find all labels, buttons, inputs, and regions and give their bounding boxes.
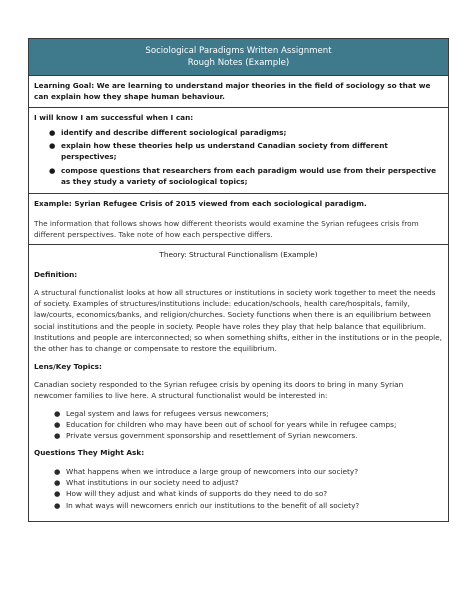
list-item — [54, 477, 443, 488]
learning-goal-box — [29, 76, 448, 108]
question-text: How will they adjust and what kinds of supports do they need to do so? — [66, 489, 328, 499]
theory-box — [29, 245, 448, 521]
example-box — [29, 194, 448, 245]
list-item — [49, 165, 443, 188]
list-item — [49, 140, 443, 163]
success-criteria-box — [29, 108, 448, 195]
list-item — [54, 419, 443, 430]
success-item-text: explain how these theories help us understand Canadian society from different perspectives; — [61, 141, 388, 162]
bullet-icon: ● — [54, 466, 61, 476]
bullet-icon: ● — [54, 419, 61, 429]
example-heading: Example: Syrian Refugee Crisis of 2015 viewed from each sociological paradigm. — [34, 199, 367, 209]
document-header — [29, 39, 448, 76]
success-item-text: identify and describe different sociological paradigms; — [61, 127, 287, 137]
bullet-icon: ● — [54, 408, 61, 418]
header-subtitle: Rough Notes (Example) — [187, 58, 290, 68]
question-text: What institutions in our society need to adjust? — [66, 478, 239, 488]
bullet-icon: ● — [49, 165, 56, 175]
lens-item-text: Legal system and laws for refugees versus newcomers; — [66, 408, 269, 418]
header-title: Sociological Paradigms Written Assignment — [145, 46, 332, 56]
list-item — [49, 127, 443, 138]
bullet-icon: ● — [54, 478, 61, 488]
list-item — [54, 500, 443, 511]
assignment-document — [28, 38, 449, 522]
questions-list — [34, 466, 443, 511]
success-intro: I will know I am successful when I can: — [34, 112, 194, 122]
questions-heading: Questions They Might Ask: — [34, 448, 145, 458]
bullet-icon: ● — [54, 431, 61, 441]
list-item — [54, 408, 443, 419]
list-item — [54, 430, 443, 441]
lens-item-text: Education for children who may have been out of school for years while in refugee camps; — [66, 419, 397, 429]
bullet-icon: ● — [54, 500, 61, 510]
lens-item-text: Private versus government sponsorship and resettlement of Syrian newcomers. — [66, 431, 358, 441]
example-body: The information that follows shows how different theorists would examine the Syrian refugees crisis from different perspectives. Take note of how each perspective differs. — [34, 218, 419, 239]
lens-list — [34, 408, 443, 442]
success-item-text: compose questions that researchers from each paradigm would use from their perspective as they study a variety of sociological topics; — [61, 165, 437, 187]
lens-text: Canadian society responded to the Syrian refugee crisis by opening its doors to bring in many Syrian newcomer families to live here. A structural functionalist would be interested in: — [34, 379, 404, 401]
question-text: In what ways will newcomers enrich our institutions to the benefit of all society? — [66, 500, 360, 510]
list-item — [54, 488, 443, 499]
definition-heading: Definition: — [34, 269, 78, 279]
lens-heading: Lens/Key Topics: — [34, 361, 102, 371]
bullet-icon: ● — [49, 141, 56, 151]
success-criteria-list — [34, 127, 443, 187]
learning-goal-text: Learning Goal: We are learning to understand major theories in the field of sociology so that we can explain how they shape human behaviour. — [34, 81, 431, 102]
bullet-icon: ● — [49, 127, 56, 137]
theory-title: Theory: Structural Functionalism (Example) — [159, 250, 318, 260]
list-item — [54, 466, 443, 477]
definition-text: A structural functionalist looks at how all structures or institutions in society work together to meet the needs of society. Examples of structures/institutions include: education/schools, health care/hospitals, family, law/courts, economics/banks, and religion/churches. Society functions when there is an equilibrium between social institutions and the people in society. People have roles they play that help balance that equilibrium. Institutions and people are interconnected; so when something shifts, either in the institutions or in the people, the other has to change or compensate to restore the equilibrium. — [34, 287, 442, 354]
bullet-icon: ● — [54, 489, 61, 499]
question-text: What happens when we introduce a large group of newcomers into our society? — [66, 466, 359, 476]
